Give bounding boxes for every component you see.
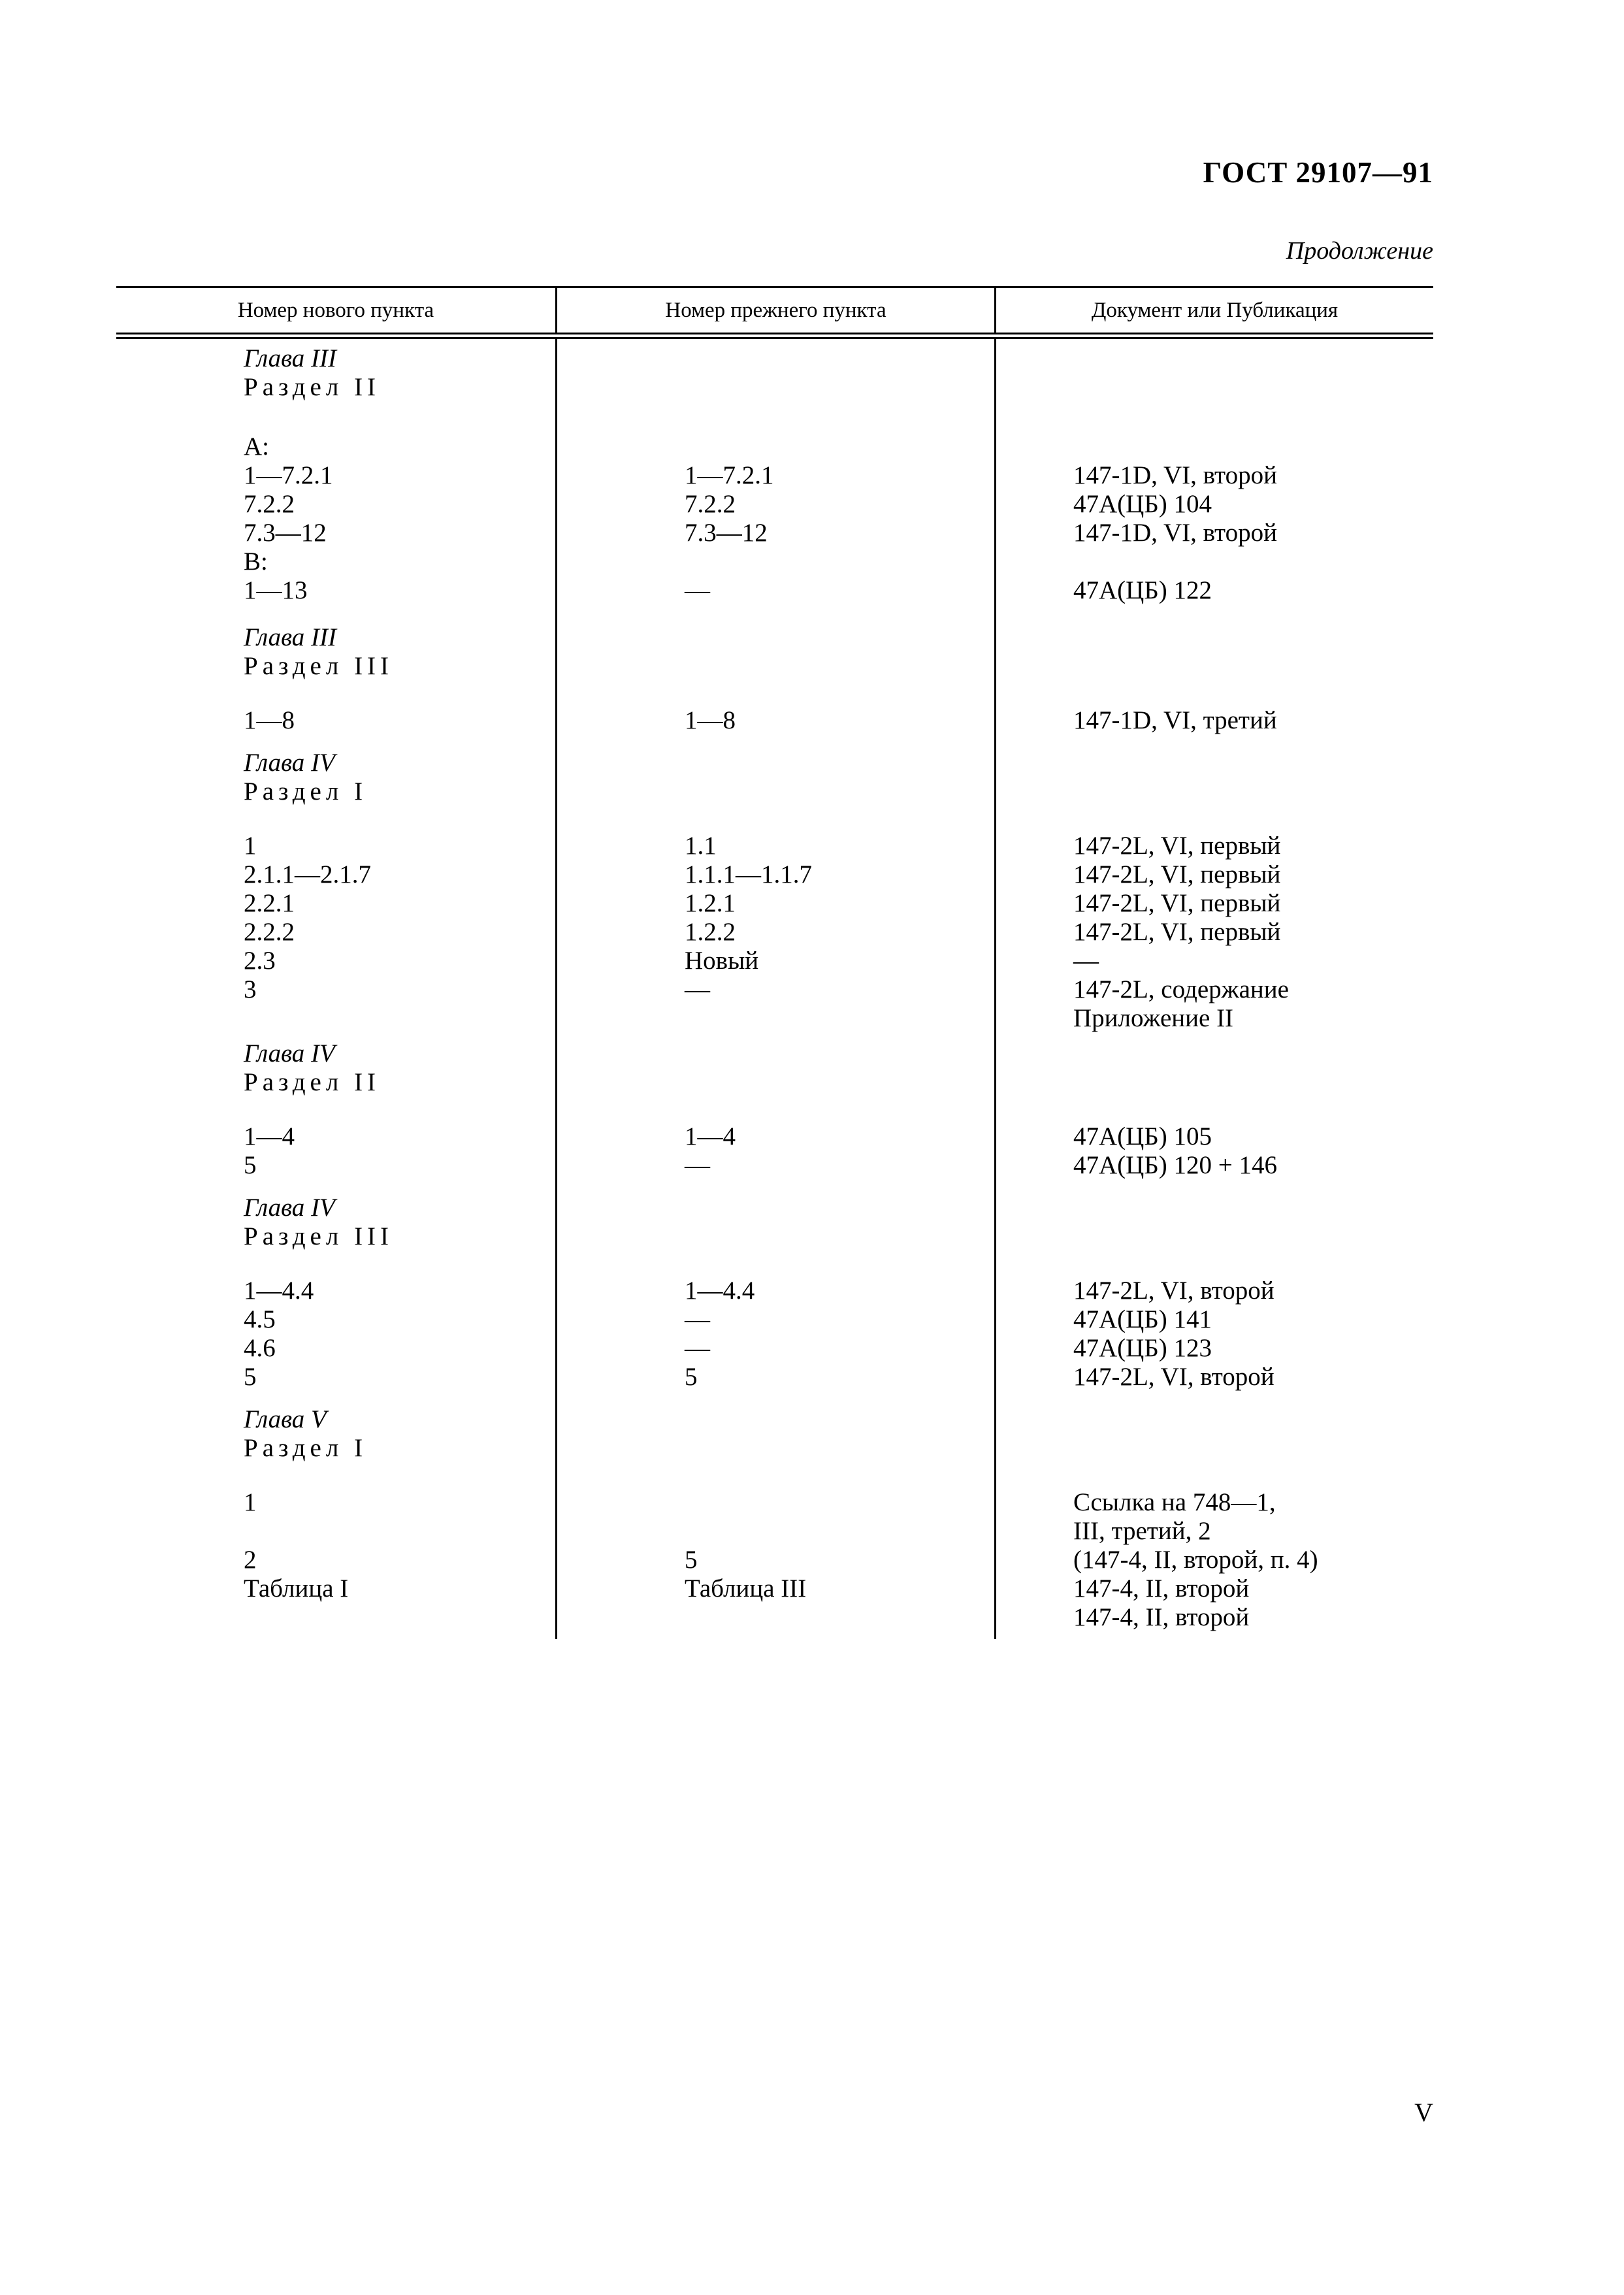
cell-new-item: 2: [244, 1546, 257, 1574]
table-row: [116, 547, 1433, 576]
cell-previous-item: 1.2.2: [685, 918, 736, 946]
cell-new-item: В:: [244, 547, 268, 576]
cell-new-item: 2.3: [244, 947, 276, 975]
table-row: [116, 1305, 1433, 1334]
cell-previous-item: 1—4.4: [685, 1277, 755, 1305]
table-row: [116, 1004, 1433, 1033]
cell-document: 147-4, II, второй: [1073, 1574, 1250, 1603]
table-row: [116, 432, 1433, 461]
cell-new-item: 1—7.2.1: [244, 461, 333, 489]
chapter-heading: Глава V: [244, 1405, 327, 1433]
cell-document: 47А(ЦБ) 104: [1073, 490, 1212, 518]
table-row: [116, 975, 1433, 1004]
cell-document: 47А(ЦБ) 120 + 146: [1073, 1151, 1277, 1179]
cell-new-item: 1: [244, 1488, 257, 1516]
section-heading: Раздел II: [244, 1068, 381, 1096]
cell-previous-item: 1.2.1: [685, 889, 736, 917]
cell-previous-item: —: [685, 1151, 710, 1179]
cell-document: 147-2L, содержание: [1073, 975, 1289, 1003]
section-heading: Раздел I: [244, 777, 368, 806]
cell-new-item: 3: [244, 975, 257, 1003]
cell-new-item: 4.5: [244, 1305, 276, 1333]
table-header-row: [116, 288, 1433, 333]
cell-new-item: 7.3—12: [244, 519, 327, 547]
cell-new-item: 1—4: [244, 1122, 295, 1150]
table-row: [116, 860, 1433, 889]
cell-document: 147-1D, VI, второй: [1073, 461, 1277, 489]
cell-previous-item: 5: [685, 1546, 698, 1574]
table-row: [116, 918, 1433, 947]
correspondence-table: [116, 286, 1433, 1639]
cell-previous-item: 1—7.2.1: [685, 461, 774, 489]
table-row: [116, 1334, 1433, 1363]
table-row: [116, 490, 1433, 519]
cell-new-item: 4.6: [244, 1334, 276, 1362]
cell-new-item: Таблица I: [244, 1574, 349, 1603]
cell-new-item: 7.2.2: [244, 490, 295, 518]
table-row: [116, 1277, 1433, 1305]
table-row: [116, 519, 1433, 547]
cell-document: 47А(ЦБ) 105: [1073, 1122, 1212, 1150]
chapter-heading: Глава IV: [244, 1194, 335, 1222]
cell-previous-item: 1—4: [685, 1122, 736, 1150]
cell-new-item: 5: [244, 1363, 257, 1391]
section-heading: Раздел III: [244, 1222, 394, 1250]
cell-document: Приложение II: [1073, 1004, 1234, 1032]
chapter-heading: Глава IV: [244, 749, 335, 777]
chapter-heading: Глава III: [244, 344, 336, 372]
cell-document: 147-2L, VI, второй: [1073, 1277, 1275, 1305]
cell-previous-item: 1.1: [685, 832, 717, 860]
cell-previous-item: —: [685, 975, 710, 1003]
cell-document: 147-2L, VI, первый: [1073, 832, 1281, 860]
chapter-heading: Глава IV: [244, 1039, 335, 1067]
cell-new-item: 1—8: [244, 706, 295, 734]
cell-new-item: 2.2.1: [244, 889, 295, 917]
cell-new-item: 5: [244, 1151, 257, 1179]
cell-previous-item: —: [685, 1305, 710, 1333]
column-header-new-item: Номер нового пункта: [116, 288, 557, 333]
cell-new-item: 2.1.1—2.1.7: [244, 860, 371, 888]
page-number: V: [1414, 2098, 1433, 2127]
cell-previous-item: 1—8: [685, 706, 736, 734]
section-heading: Раздел II: [244, 373, 381, 401]
cell-document: 147-2L, VI, второй: [1073, 1363, 1275, 1391]
cell-document: Ссылка на 748—1,: [1073, 1488, 1276, 1516]
cell-document: 47А(ЦБ) 123: [1073, 1334, 1212, 1362]
cell-previous-item: 1.1.1—1.1.7: [685, 860, 812, 888]
cell-new-item: 1: [244, 832, 257, 860]
section-heading: Раздел III: [244, 652, 394, 680]
table-row: [116, 1122, 1433, 1151]
cell-previous-item: —: [685, 576, 710, 604]
table-row: [116, 1517, 1433, 1546]
table-row: [116, 1151, 1433, 1180]
continuation-label: Продолжение: [1286, 237, 1433, 265]
cell-previous-item: Новый: [685, 947, 759, 975]
table-body: [116, 339, 1433, 1639]
cell-document: 47А(ЦБ) 122: [1073, 576, 1212, 604]
cell-new-item: 1—4.4: [244, 1277, 314, 1305]
table-row: [116, 947, 1433, 975]
table-row: [116, 889, 1433, 918]
cell-document: 147-1D, VI, третий: [1073, 706, 1277, 734]
table-row: [116, 1603, 1433, 1632]
table-row: [116, 461, 1433, 490]
document-standard-number: ГОСТ 29107—91: [1203, 156, 1433, 189]
cell-document: 147-4, II, второй: [1073, 1603, 1250, 1631]
table-row: [116, 1574, 1433, 1603]
table-row: [116, 576, 1433, 605]
cell-new-item: А:: [244, 432, 269, 461]
table-row: [116, 1546, 1433, 1574]
cell-previous-item: 7.3—12: [685, 519, 768, 547]
cell-document: —: [1073, 947, 1099, 975]
table-row: [116, 832, 1433, 860]
table-row: [116, 1488, 1433, 1517]
table-row: [116, 706, 1433, 735]
cell-document: III, третий, 2: [1073, 1517, 1211, 1545]
cell-previous-item: 5: [685, 1363, 698, 1391]
section-heading: Раздел I: [244, 1434, 368, 1462]
cell-document: 147-2L, VI, первый: [1073, 918, 1281, 946]
column-header-previous-item: Номер прежнего пункта: [557, 288, 996, 333]
cell-previous-item: —: [685, 1334, 710, 1362]
cell-previous-item: Таблица III: [685, 1574, 807, 1603]
column-header-document: Документ или Публикация: [1091, 298, 1339, 322]
cell-document: (147-4, II, второй, п. 4): [1073, 1546, 1318, 1574]
cell-previous-item: 7.2.2: [685, 490, 736, 518]
cell-document: 147-2L, VI, первый: [1073, 860, 1281, 888]
cell-document: 147-2L, VI, первый: [1073, 889, 1281, 917]
chapter-heading: Глава III: [244, 623, 336, 651]
table-row: [116, 1363, 1433, 1392]
table-header-rule: [116, 333, 1433, 334]
cell-document: 147-1D, VI, второй: [1073, 519, 1277, 547]
cell-new-item: 2.2.2: [244, 918, 295, 946]
cell-new-item: 1—13: [244, 576, 308, 604]
cell-document: 47А(ЦБ) 141: [1073, 1305, 1212, 1333]
